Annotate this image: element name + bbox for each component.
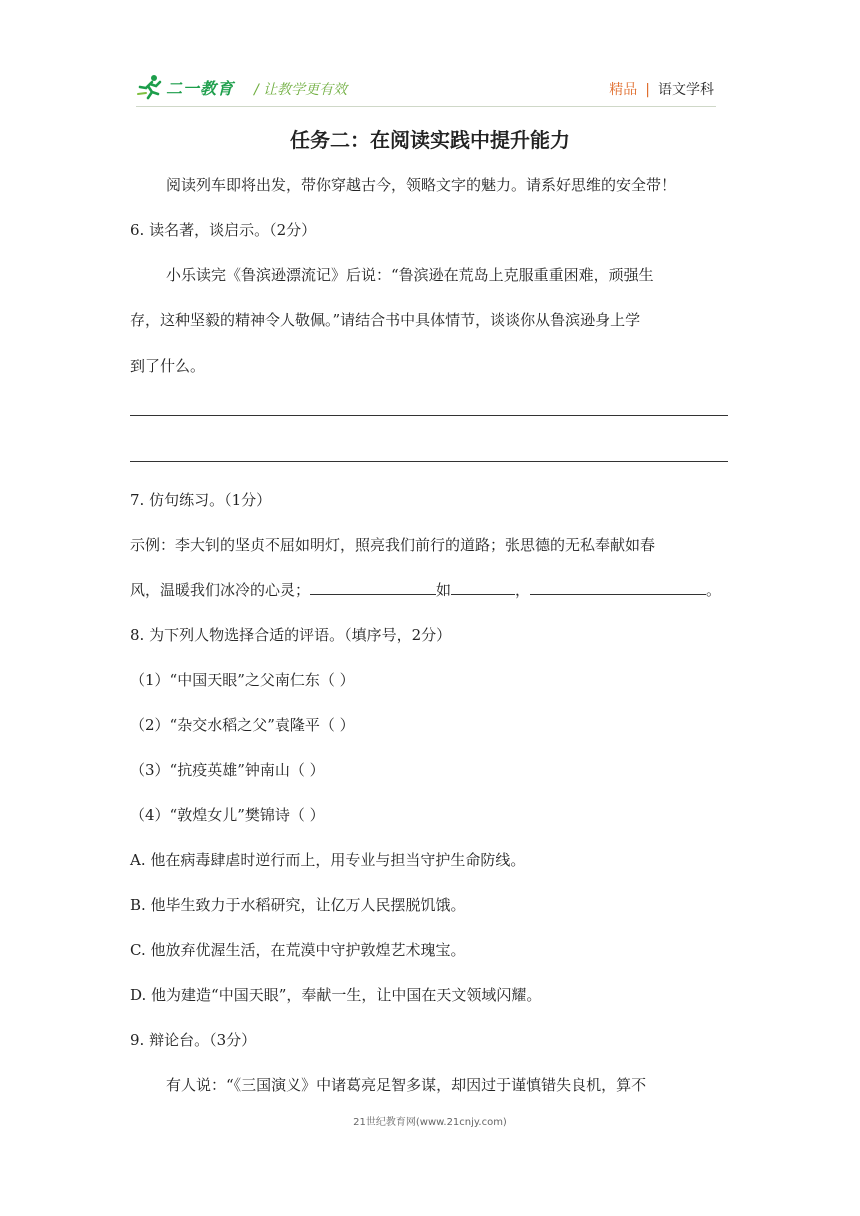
q8-option: C. 他放弃优渥生活，在荒漠中守护敦煌艺术瑰宝。 bbox=[130, 941, 466, 959]
q8-item: （2）“杂交水稻之父”袁隆平（ ） bbox=[130, 716, 355, 734]
q6-heading: 6. 读名著，谈启示。（2分） bbox=[130, 221, 317, 239]
section-title: 任务二：在阅读实践中提升能力 bbox=[290, 128, 570, 152]
q7-blank-1[interactable] bbox=[310, 580, 436, 595]
header-subject-tag bbox=[609, 79, 714, 99]
header-slogan: / 让教学更有效 bbox=[254, 82, 348, 98]
q6-body-line-3: 到了什么。 bbox=[130, 357, 206, 375]
intro-text: 阅读列车即将出发，带你穿越古今，领略文字的魅力。请系好思维的安全带！ bbox=[166, 176, 677, 194]
quality-tag: 精品 bbox=[609, 82, 638, 98]
q7-example-text: 风，温暖我们冰冷的心灵； bbox=[130, 581, 311, 599]
q6-body-line-1: 小乐读完《鲁滨逊漂流记》后说：“鲁滨逊在荒岛上克服重重困难，顽强生 bbox=[166, 266, 654, 284]
header-divider bbox=[136, 106, 716, 107]
q7-period: 。 bbox=[706, 581, 722, 599]
q7-ru-word: 如 bbox=[436, 581, 452, 599]
page-footer: 21世纪教育网(www.21cnjy.com) bbox=[353, 1117, 507, 1128]
subject-tag: 语文学科 bbox=[658, 82, 714, 98]
q8-item: （3）“抗疫英雄”钟南山（ ） bbox=[130, 761, 325, 779]
q7-blank-3[interactable] bbox=[530, 580, 706, 595]
q7-example-line-2 bbox=[130, 579, 721, 600]
q6-body-line-2: 存，这种坚毅的精神令人敬佩。”请结合书中具体情节，谈谈你从鲁滨逊身上学 bbox=[130, 311, 641, 329]
q8-item: （4）“敦煌女儿”樊锦诗（ ） bbox=[130, 806, 325, 824]
runner-logo-icon bbox=[136, 74, 164, 100]
q8-option: B. 他毕生致力于水稻研究，让亿万人民摆脱饥饿。 bbox=[130, 896, 466, 914]
q9-heading: 9. 辩论台。（3分） bbox=[130, 1031, 257, 1049]
q7-blank-2[interactable] bbox=[451, 580, 515, 595]
q8-option: A. 他在病毒肆虐时逆行而上，用专业与担当守护生命防线。 bbox=[130, 851, 526, 869]
q6-answer-line-2[interactable] bbox=[130, 461, 728, 462]
q9-body-line-1: 有人说：“《三国演义》中诸葛亮足智多谋，却因过于谨慎错失良机，算不 bbox=[166, 1076, 647, 1094]
q7-example-line-1: 示例：李大钊的坚贞不屈如明灯，照亮我们前行的道路；张思德的无私奉献如春 bbox=[130, 536, 656, 554]
q6-answer-line-1[interactable] bbox=[130, 415, 728, 416]
page-header bbox=[136, 72, 716, 106]
logo-text: 二一教育 bbox=[166, 78, 235, 98]
q8-option: D. 他为建造“中国天眼”，奉献一生，让中国在天文领域闪耀。 bbox=[130, 986, 542, 1004]
brand-logo bbox=[136, 72, 234, 102]
q7-comma: ， bbox=[515, 581, 531, 599]
q8-heading: 8. 为下列人物选择合适的评语。（填序号，2分） bbox=[130, 626, 452, 644]
tag-separator: | bbox=[645, 82, 650, 98]
q7-heading: 7. 仿句练习。（1分） bbox=[130, 491, 272, 509]
q8-item: （1）“中国天眼”之父南仁东（ ） bbox=[130, 671, 355, 689]
